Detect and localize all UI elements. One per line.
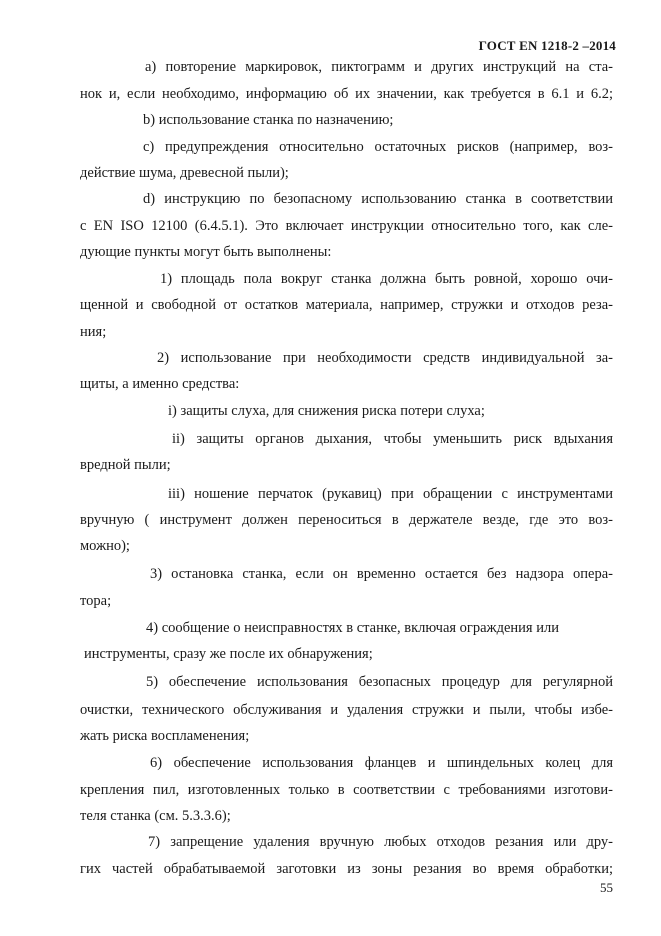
text-line: действие шума, древесной пыли); [80, 165, 289, 181]
text-line: 6) обеспечение использования фланцев и шпиндельных колец для [150, 755, 613, 771]
text-line: очистки, технического обслуживания и удаления стружки и пыли, чтобы избе- [80, 702, 613, 718]
text-line: 4) сообщение о неисправностях в станке, включая ограждения или [146, 620, 559, 636]
text-line: 7) запрещение удаления вручную любых отходов резания или дру- [148, 834, 613, 850]
text-line: b) использование станка по назначению; [143, 112, 394, 128]
text-line: вредной пыли; [80, 457, 171, 473]
text-line: d) инструкцию по безопасному использованию станка в соответствии [143, 191, 613, 207]
text-line: с EN ISO 12100 (6.4.5.1). Это включает инструкции относительно того, как сле- [80, 218, 613, 234]
text-line: теля станка (см. 5.3.3.6); [80, 808, 231, 824]
text-line: инструменты, сразу же после их обнаружения; [84, 646, 373, 662]
text-line: нок и, если необходимо, информацию об их значении, как требуется в 6.1 и 6.2; [80, 86, 613, 102]
page-number: 55 [600, 880, 613, 895]
document-header: ГОСТ EN 1218-2 –2014 [478, 38, 616, 53]
text-line: c) предупреждения относительно остаточных рисков (например, воз- [143, 139, 613, 155]
text-line: ния; [80, 324, 107, 340]
text-line: можно); [80, 538, 130, 554]
text-line: i) защиты слуха, для снижения риска потери слуха; [168, 403, 485, 419]
text-line: вручную ( инструмент должен переноситься в держателе везде, где это воз- [80, 512, 613, 528]
text-line: iii) ношение перчаток (рукавиц) при обращении с инструментами [168, 486, 613, 502]
text-line: 3) остановка станка, если он временно остается без надзора опера- [150, 566, 613, 582]
text-line: гих частей обрабатываемой заготовки из зоны резания во время обработки; [80, 861, 613, 877]
text-line: ii) защиты органов дыхания, чтобы уменьшить риск вдыхания [172, 431, 613, 447]
text-line: 1) площадь пола вокруг станка должна быть ровной, хорошо очи- [160, 271, 613, 287]
text-line: тора; [80, 593, 112, 609]
text-line: щиты, а именно средства: [80, 376, 240, 392]
text-line: крепления пил, изготовленных только в соответствии с требованиями изготови- [80, 782, 613, 798]
text-line: 5) обеспечение использования безопасных процедур для регулярной [146, 674, 613, 690]
text-line: щенной и свободной от остатков материала, например, стружки и отходов реза- [80, 297, 613, 313]
text-line: a) повторение маркировок, пиктограмм и других инструкций на ста- [145, 59, 613, 75]
text-line: 2) использование при необходимости средств индивидуальной за- [157, 350, 613, 366]
text-line: жать риска воспламенения; [80, 728, 250, 744]
text-line: дующие пункты могут быть выполнены: [80, 244, 332, 260]
